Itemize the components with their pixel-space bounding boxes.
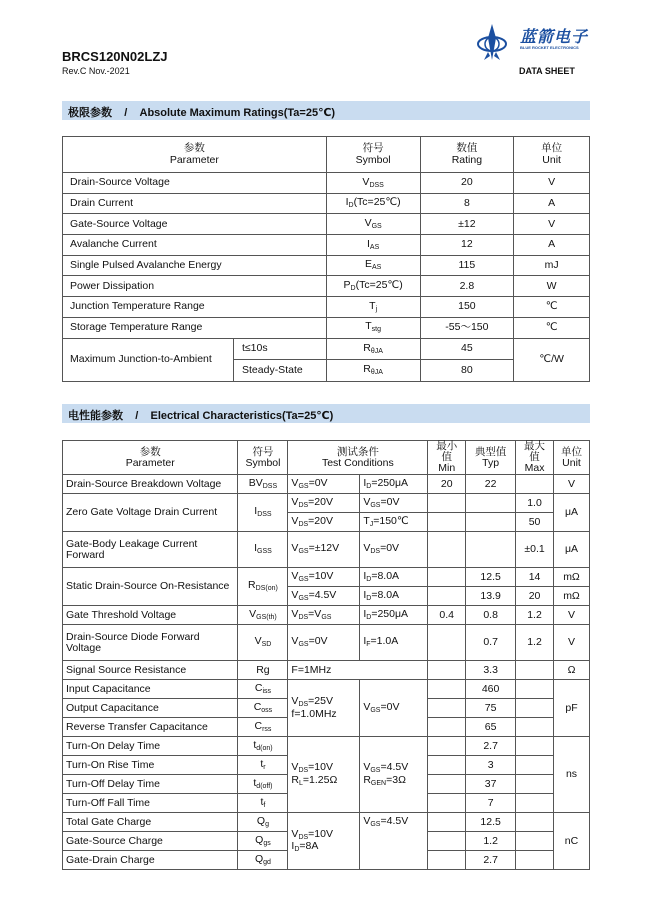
max: [516, 813, 554, 832]
cond-qg-1: [288, 813, 360, 870]
min: [428, 718, 466, 737]
param: Drain-Source Diode Forward Voltage: [63, 625, 238, 661]
typ: 2.7: [466, 851, 516, 870]
abs-row: [63, 173, 590, 194]
typ: 1.2: [466, 832, 516, 851]
hdr-typ-cn: 典型值: [474, 445, 507, 458]
abs-param: Single Pulsed Avalanche Energy: [63, 255, 327, 276]
header-val-en: Rating: [451, 153, 483, 166]
hdr-unit-cn: 单位: [561, 445, 582, 458]
unit: ns: [554, 737, 590, 813]
abs-symbol: $V_{GS}$: [326, 214, 420, 235]
symbol-bvdss: $BV_{DSS}$: [238, 475, 288, 494]
param: Gate-Body Leakage Current Forward: [63, 532, 238, 568]
abs-row: [63, 193, 590, 214]
thermal-sym-2: $R_{\theta JA}$: [326, 360, 420, 382]
param: Zero Gate Voltage Drain Current: [63, 494, 238, 532]
typ: 13.9: [466, 587, 516, 606]
unit: μA: [554, 532, 590, 568]
cond-rl: $R_L=1.25\Omega$: [291, 773, 338, 787]
typ: 22: [466, 475, 516, 494]
param: Total Gate Charge: [63, 813, 238, 832]
hdr-param-cn: 参数: [139, 445, 161, 458]
unit: μA: [554, 494, 590, 532]
cond-id: $I_D=8A$: [291, 840, 319, 854]
min: [428, 832, 466, 851]
header-unit-cn: 单位: [541, 142, 563, 155]
cond-tj: $T_J=150℃$: [363, 514, 409, 528]
min: [428, 625, 466, 661]
symbol-sw: $t_f$: [238, 794, 288, 813]
revision: Rev.C Nov.-2021: [62, 66, 130, 76]
abs-symbol: $I_{AS}$: [326, 235, 420, 256]
symbol-rg: Rg: [238, 661, 288, 680]
hdr-sym-en: Symbol: [245, 456, 281, 469]
hdr-unit-en: Unit: [562, 456, 581, 469]
typ: 2.7: [466, 737, 516, 756]
min: [428, 568, 466, 587]
min: [428, 587, 466, 606]
cond-id: $I_D=250\mu A$: [363, 607, 409, 621]
min: [428, 513, 466, 532]
cond-f: F=1MHz: [288, 661, 428, 680]
cond-if: $I_F=1.0A$: [363, 635, 399, 649]
cond-sw-1: [288, 737, 360, 813]
max: 1.2: [516, 625, 554, 661]
electrical-table: [62, 440, 590, 870]
unit: nC: [554, 813, 590, 870]
cond-vgs: $V_{GS}=10V$: [291, 569, 334, 583]
symbol-igss: $I_{GSS}$: [238, 532, 288, 568]
unit: V: [554, 606, 590, 625]
min: [428, 794, 466, 813]
hdr-sym-cn: 符号: [252, 445, 274, 458]
param: Turn-On Rise Time: [63, 756, 238, 775]
abs-row: [63, 297, 590, 318]
symbol-idss: $I_{DSS}$: [238, 494, 288, 532]
abs-rating: -55～150: [420, 317, 514, 338]
param: Turn-On Delay Time: [63, 737, 238, 756]
unit: V: [554, 625, 590, 661]
cond-vgs: $V_{GS}=\pm 12V$: [291, 542, 340, 556]
unit: Ω: [554, 661, 590, 680]
typ: 3: [466, 756, 516, 775]
cond-rgen: $R_{GEN}=3\Omega$: [363, 773, 406, 787]
abs-thermal-row: [63, 338, 590, 360]
row-capacitance: [63, 680, 590, 699]
typ: 12.5: [466, 813, 516, 832]
min: [428, 680, 466, 699]
abs-symbol: $V_{DSS}$: [326, 173, 420, 194]
header-unit-en: Unit: [542, 153, 561, 166]
cond-vgs: $V_{GS}=0V$: [363, 700, 400, 714]
param: Reverse Transfer Capacitance: [63, 718, 238, 737]
abs-row: [63, 214, 590, 235]
typ: 0.7: [466, 625, 516, 661]
cond-vds: $V_{DS}=20V$: [291, 495, 333, 509]
header-param-cn: 参数: [183, 142, 205, 155]
cond-vgs: $V_{GS}=0V$: [291, 635, 328, 649]
abs-unit: mJ: [514, 255, 590, 276]
cond-vds: $V_{DS}=0V$: [363, 542, 400, 556]
thermal-sym-1: $R_{\theta JA}$: [326, 338, 420, 360]
max: 20: [516, 587, 554, 606]
thermal-val-2: 80: [420, 360, 514, 382]
param: Gate Threshold Voltage: [63, 606, 238, 625]
abs-rating: 2.8: [420, 276, 514, 297]
typ: 37: [466, 775, 516, 794]
abs-param: Power Dissipation: [63, 276, 327, 297]
abs-max-table: [62, 136, 590, 382]
typ: 12.5: [466, 568, 516, 587]
symbol-cap: $C_{iss}$: [238, 680, 288, 699]
min: [428, 851, 466, 870]
max: [516, 775, 554, 794]
typ: [466, 494, 516, 513]
hdr-param-en: Parameter: [125, 456, 175, 469]
abs-param: Gate-Source Voltage: [63, 214, 327, 235]
cond-id: $I_D=8.0A$: [363, 588, 400, 602]
typ: 0.8: [466, 606, 516, 625]
abs-symbol: $T_{stg}$: [326, 317, 420, 338]
hdr-cond-cn: 测试条件: [336, 445, 379, 458]
min: 0.4: [428, 606, 466, 625]
max: [516, 699, 554, 718]
abs-symbol: $I_D(Tc=25℃)$: [326, 193, 420, 214]
cond-vgs: $V_{GS}=4.5V$: [291, 588, 337, 602]
param: Turn-Off Delay Time: [63, 775, 238, 794]
row-vsd: [63, 625, 590, 661]
doc-type: DATA SHEET: [519, 66, 575, 76]
abs-unit: W: [514, 276, 590, 297]
param: Gate-Drain Charge: [63, 851, 238, 870]
max: ±0.1: [516, 532, 554, 568]
row-igss: [63, 532, 590, 568]
cond-vds-vgs: $V_{DS}=V_{GS}$: [288, 606, 360, 625]
min: [428, 775, 466, 794]
part-number: BRCS120N02LZJ: [62, 49, 168, 64]
param: Drain-Source Breakdown Voltage: [63, 475, 238, 494]
param: Signal Source Resistance: [63, 661, 238, 680]
row-rg: [63, 661, 590, 680]
cond-vds: $V_{DS}=25V$: [291, 695, 333, 709]
company-logo: [476, 22, 596, 62]
typ: 65: [466, 718, 516, 737]
abs-unit: A: [514, 235, 590, 256]
abs-symbol: $P_D(Tc=25℃)$: [326, 276, 420, 297]
abs-unit: ℃: [514, 297, 590, 318]
row-gate-charge: [63, 813, 590, 832]
thermal-val-1: 45: [420, 338, 514, 360]
max: [516, 661, 554, 680]
param: Gate-Source Charge: [63, 832, 238, 851]
min: [428, 661, 466, 680]
hdr-max-cn: 最大值: [524, 440, 546, 464]
typ: [466, 513, 516, 532]
typ: 460: [466, 680, 516, 699]
min: [428, 813, 466, 832]
symbol-sw: $t_{d(off)}$: [238, 775, 288, 794]
hdr-typ-en: Typ: [482, 456, 500, 469]
cond-vds: $V_{DS}=10V$: [291, 827, 333, 841]
min: [428, 532, 466, 568]
unit: V: [554, 475, 590, 494]
max: [516, 851, 554, 870]
max: [516, 737, 554, 756]
typ: 3.3: [466, 661, 516, 680]
header-sym-cn: 符号: [362, 142, 384, 155]
min: 20: [428, 475, 466, 494]
symbol-qg: $Q_{gs}$: [238, 832, 288, 851]
max: [516, 475, 554, 494]
abs-symbol: $E_{AS}$: [326, 255, 420, 276]
param: Input Capacitance: [63, 680, 238, 699]
unit: pF: [554, 680, 590, 737]
abs-unit: ℃: [514, 317, 590, 338]
abs-unit: A: [514, 193, 590, 214]
row-bvdss: [63, 475, 590, 494]
abs-row: [63, 276, 590, 297]
header-param-en: Parameter: [169, 153, 219, 166]
thermal-unit: ℃/W: [514, 338, 590, 381]
hdr-cond-en: Test Conditions: [321, 456, 394, 469]
cond-vds: $V_{DS}=20V$: [291, 514, 333, 528]
abs-header-row: [63, 137, 590, 173]
header-val-cn: 数值: [456, 142, 478, 155]
logo-chinese-name: 蓝箭电子: [520, 27, 589, 46]
min: [428, 699, 466, 718]
cond-cap-1: $V_{DS}=25V$ f=1.0MHz: [288, 680, 360, 737]
abs-param: Drain Current: [63, 193, 327, 214]
abs-param: Drain-Source Voltage: [63, 173, 327, 194]
hdr-min-cn: 最小值: [436, 440, 458, 464]
elec-section-title: 电性能参数 / Electrical Characteristics(Ta=25℃): [62, 404, 590, 423]
symbol-sw: $t_{d(on)}$: [238, 737, 288, 756]
hdr-min-en: Min: [438, 462, 456, 475]
abs-param: Avalanche Current: [63, 235, 327, 256]
thermal-param: Maximum Junction-to-Ambient: [70, 352, 212, 365]
abs-rating: 150: [420, 297, 514, 318]
rocket-globe-icon: [476, 22, 518, 62]
cond-id: $I_D=250\mu A$: [363, 476, 409, 490]
logo-english-name: BLUE ROCKET ELECTRONICS: [520, 45, 579, 50]
symbol-vth: $V_{GS(th)}$: [238, 606, 288, 625]
row-idss: [63, 494, 590, 513]
abs-symbol: $T_j$: [326, 297, 420, 318]
row-vth: [63, 606, 590, 625]
symbol-vsd: $V_{SD}$: [238, 625, 288, 661]
typ: [466, 532, 516, 568]
abs-row: [63, 255, 590, 276]
row-rds: [63, 568, 590, 587]
cond-id: $I_D=8.0A$: [363, 569, 400, 583]
symbol-cap: $C_{rss}$: [238, 718, 288, 737]
abs-rating: 12: [420, 235, 514, 256]
max: 14: [516, 568, 554, 587]
max: 1.0: [516, 494, 554, 513]
symbol-qg: $Q_g$: [238, 813, 288, 832]
max: [516, 794, 554, 813]
symbol-sw: $t_r$: [238, 756, 288, 775]
cond-vgs: $V_{GS}=4.5V$: [363, 761, 409, 775]
param: Output Capacitance: [63, 699, 238, 718]
param: Static Drain-Source On-Resistance: [63, 568, 238, 606]
cond-vgs: $V_{GS}=0V$: [291, 476, 328, 490]
min: [428, 737, 466, 756]
abs-unit: V: [514, 173, 590, 194]
min: [428, 494, 466, 513]
cond-vds: $V_{DS}=10V$: [291, 761, 333, 775]
symbol-cap: $C_{oss}$: [238, 699, 288, 718]
symbol-rds: $R_{DS(on)}$: [238, 568, 288, 606]
header-sym-en: Symbol: [355, 153, 391, 166]
thermal-cond-1: t≤10s: [234, 339, 326, 361]
thermal-cond-2: Steady-State: [242, 363, 303, 376]
max: [516, 718, 554, 737]
typ: 7: [466, 794, 516, 813]
elec-header-row: [63, 441, 590, 475]
abs-rating: 20: [420, 173, 514, 194]
unit: mΩ: [554, 587, 590, 606]
abs-row: [63, 317, 590, 338]
abs-rating: 115: [420, 255, 514, 276]
row-switching: [63, 737, 590, 756]
max: [516, 832, 554, 851]
param: Turn-Off Fall Time: [63, 794, 238, 813]
max: [516, 680, 554, 699]
cond-vgs: $V_{GS}=4.5V$: [363, 815, 409, 829]
abs-param: Junction Temperature Range: [63, 297, 327, 318]
max: 1.2: [516, 606, 554, 625]
abs-param: Storage Temperature Range: [63, 317, 327, 338]
typ: 75: [466, 699, 516, 718]
hdr-max-en: Max: [524, 462, 545, 475]
cond-sw-2: [360, 737, 428, 813]
abs-row: [63, 235, 590, 256]
max: [516, 756, 554, 775]
abs-rating: ±12: [420, 214, 514, 235]
symbol-qg: $Q_{gd}$: [238, 851, 288, 870]
cond-vgs: $V_{GS}=0V$: [363, 495, 400, 509]
abs-max-section-title: 极限参数 / Absolute Maximum Ratings(Ta=25℃): [62, 101, 590, 120]
unit: mΩ: [554, 568, 590, 587]
abs-rating: 8: [420, 193, 514, 214]
abs-unit: V: [514, 214, 590, 235]
max: 50: [516, 513, 554, 532]
min: [428, 756, 466, 775]
